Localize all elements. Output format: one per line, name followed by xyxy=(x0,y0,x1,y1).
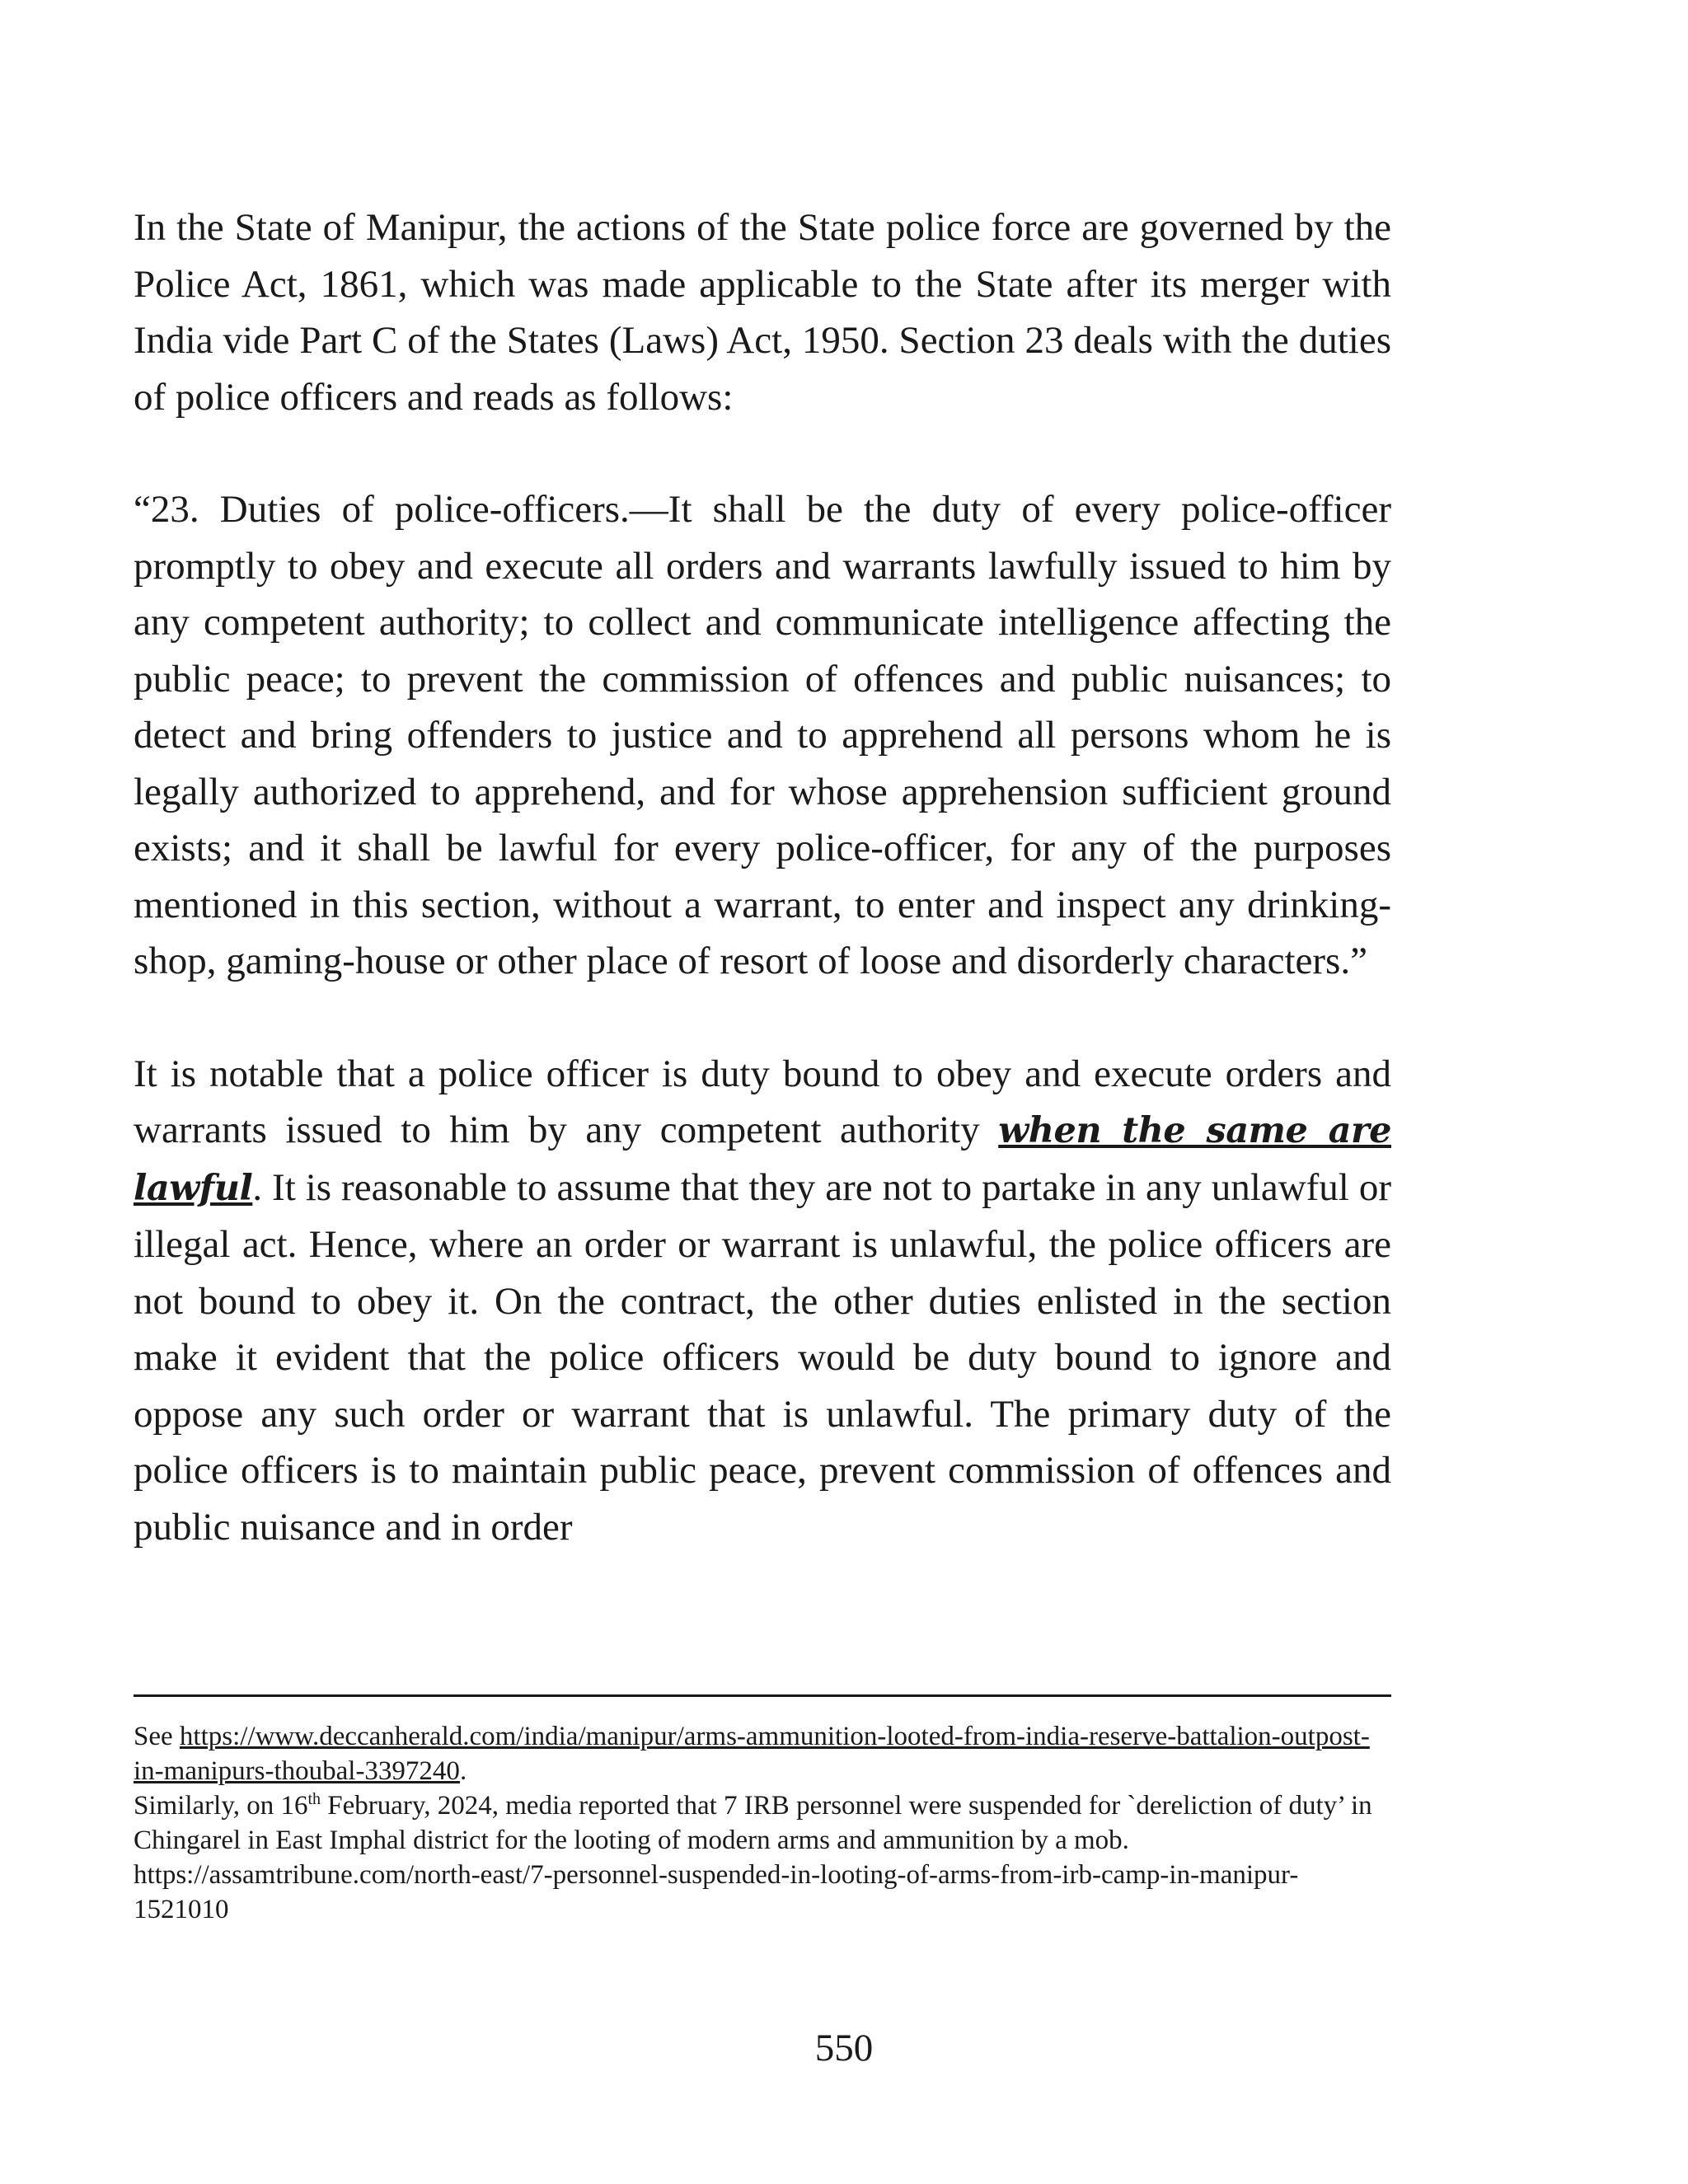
footnote-1-suffix: . xyxy=(459,1756,467,1786)
analysis-text-before: It is notable that a police officer is duty bound to obey and execute orders and warrants issued to him by any competent authority xyxy=(134,1052,1391,1151)
footnote-2-text-before: Similarly, on 16 xyxy=(134,1791,308,1821)
footnote-2-text-after: February, 2024, media reported that 7 IRB personnel were suspended for `dereliction of duty’ in Chingarel in East Imphal district for the looting of modern arms and ammunition by a mob. https://assamtribune.com/north-east/7-personnel-suspended-in-looting-of-arms-from-irb-camp-in-manipur-1521010 xyxy=(134,1791,1372,1924)
footnote-2-superscript: th xyxy=(307,1790,321,1808)
page-number: 550 xyxy=(814,2027,874,2069)
footnotes xyxy=(134,1719,1391,1927)
footnote-1-link[interactable]: https://www.deccanherald.com/india/manipur/arms-ammunition-looted-from-india-reserve-battalion-outpost-in-manipurs-thoubal-3397240 xyxy=(134,1722,1370,1786)
analysis-paragraph xyxy=(134,1046,1391,1556)
footnote-1-prefix: See xyxy=(134,1722,180,1751)
section-23-quote: “23. Duties of police-officers.—It shall be the duty of every police-officer promptly to obey and execute all orders and warrants lawfully issued to him by any competent authority; to collect and communicate intelligence affecting the public peace; to prevent the commission of offences and public nuisances; to detect and bring offenders to justice and to apprehend all persons whom he is legally authorized to apprehend, and for whose apprehension sufficient ground exists; and it shall be lawful for every police-officer, for any of the purposes mentioned in this section, without a warrant, to enter and inspect any drinking-shop, gaming-house or other place of resort of loose and disorderly characters.” xyxy=(134,488,1391,982)
footnote-1 xyxy=(134,1719,1391,1788)
intro-paragraph: In the State of Manipur, the actions of the State police force are governed by the Police Act, 1861, which was made applicable to the State after its merger with India vide Part C of the States (Laws) Act, 1950. Section 23 deals with the duties of police officers and reads as follows: xyxy=(134,206,1391,419)
analysis-text-after: . It is reasonable to assume that they are not to partake in any unlawful or illegal act. Hence, where an order or warrant is unlawful, the police officers are not bound to obey it. On the contract, the other duties enlisted in the section make it evident that the police officers would be duty bound to ignore and oppose any such order or warrant that is unlawful. The primary duty of the police officers is to maintain public peace, prevent commission of offences and public nuisance and in order xyxy=(134,1165,1391,1549)
page-body xyxy=(134,199,1391,1611)
lawful-emphasis: when the same are lawful xyxy=(134,1110,1391,1209)
footnote-divider xyxy=(134,1694,1391,1697)
footnote-2 xyxy=(134,1788,1391,1927)
